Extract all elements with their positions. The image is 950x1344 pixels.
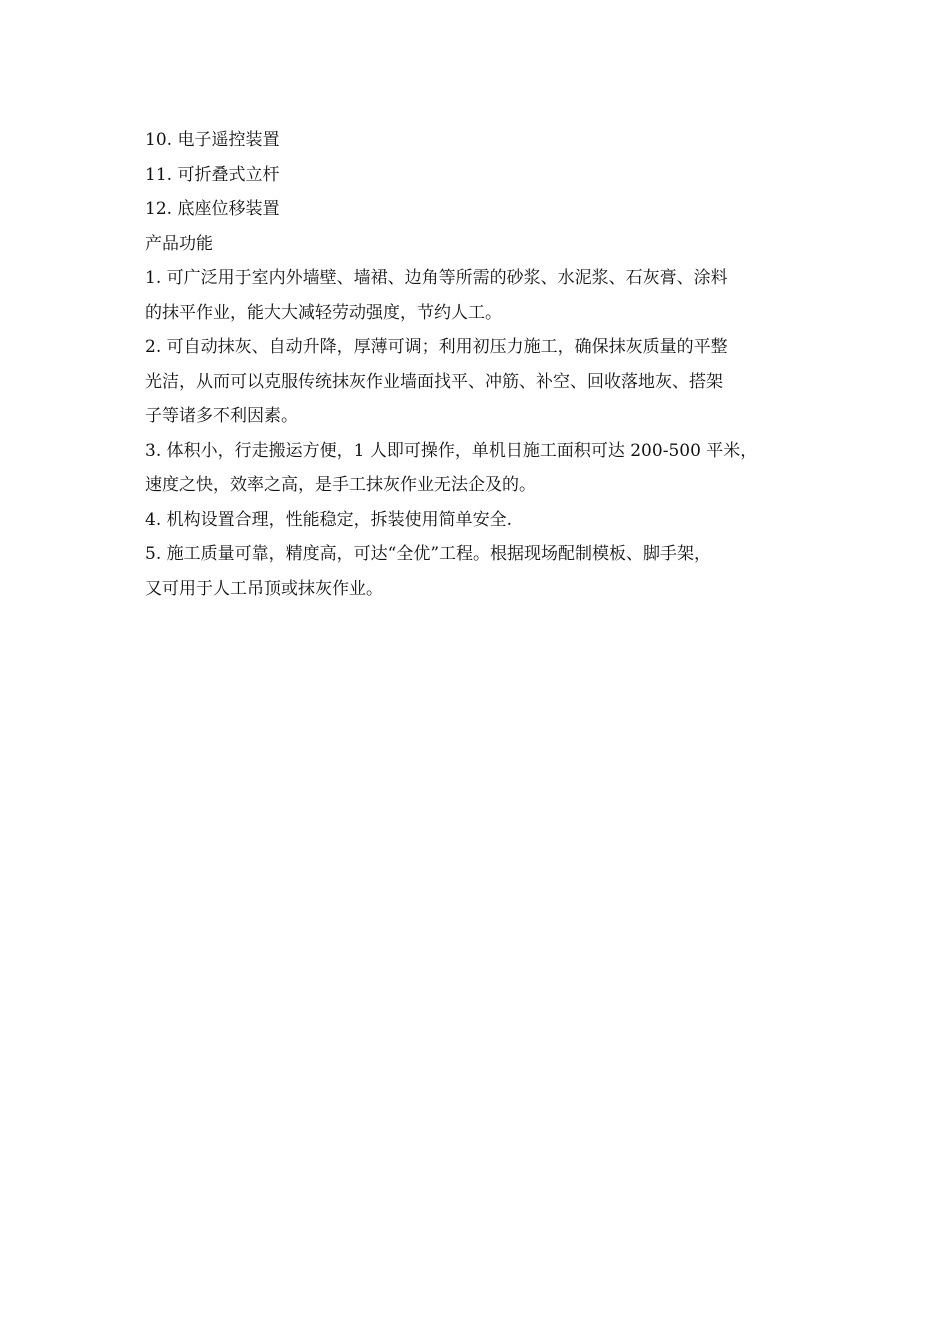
paragraph-3-line-1: 3. 体积小，行走搬运方便，1 人即可操作，单机日施工面积可达 200-500 平米， xyxy=(145,440,758,461)
document-body xyxy=(145,123,825,606)
list-item-11: 11. 可折叠式立杆 xyxy=(145,164,280,185)
list-item-10: 10. 电子遥控装置 xyxy=(145,130,280,150)
paragraph-4-line-1: 4. 机构设置合理，性能稳定，拆装使用简单安全. xyxy=(145,509,513,530)
paragraph-5-line-2: 又可用于人工吊顶或抹灰作业。 xyxy=(145,578,383,599)
paragraph-1-line-2: 的抹平作业，能大大减轻劳动强度，节约人工。 xyxy=(145,302,502,323)
paragraph-1-line-1: 1. 可广泛用于室内外墙壁、墙裙、边角等所需的砂浆、水泥浆、石灰膏、涂料 xyxy=(145,268,728,288)
list-item-12: 12. 底座位移装置 xyxy=(145,199,280,219)
paragraph-5-line-1: 5. 施工质量可靠，精度高，可达“全优”工程。根据现场配制模板、脚手架， xyxy=(145,544,712,564)
section-heading: 产品功能 xyxy=(145,233,213,254)
paragraph-2-line-1: 2. 可自动抹灰、自动升降，厚薄可调；利用初压力施工，确保抹灰质量的平整 xyxy=(145,337,728,357)
paragraph-2-line-2: 光洁，从而可以克服传统抹灰作业墙面找平、冲筋、补空、回收落地灰、搭架 xyxy=(145,371,723,392)
paragraph-3-line-2: 速度之快，效率之高，是手工抹灰作业无法企及的。 xyxy=(145,475,536,495)
paragraph-2-line-3: 子等诸多不利因素。 xyxy=(145,406,298,426)
